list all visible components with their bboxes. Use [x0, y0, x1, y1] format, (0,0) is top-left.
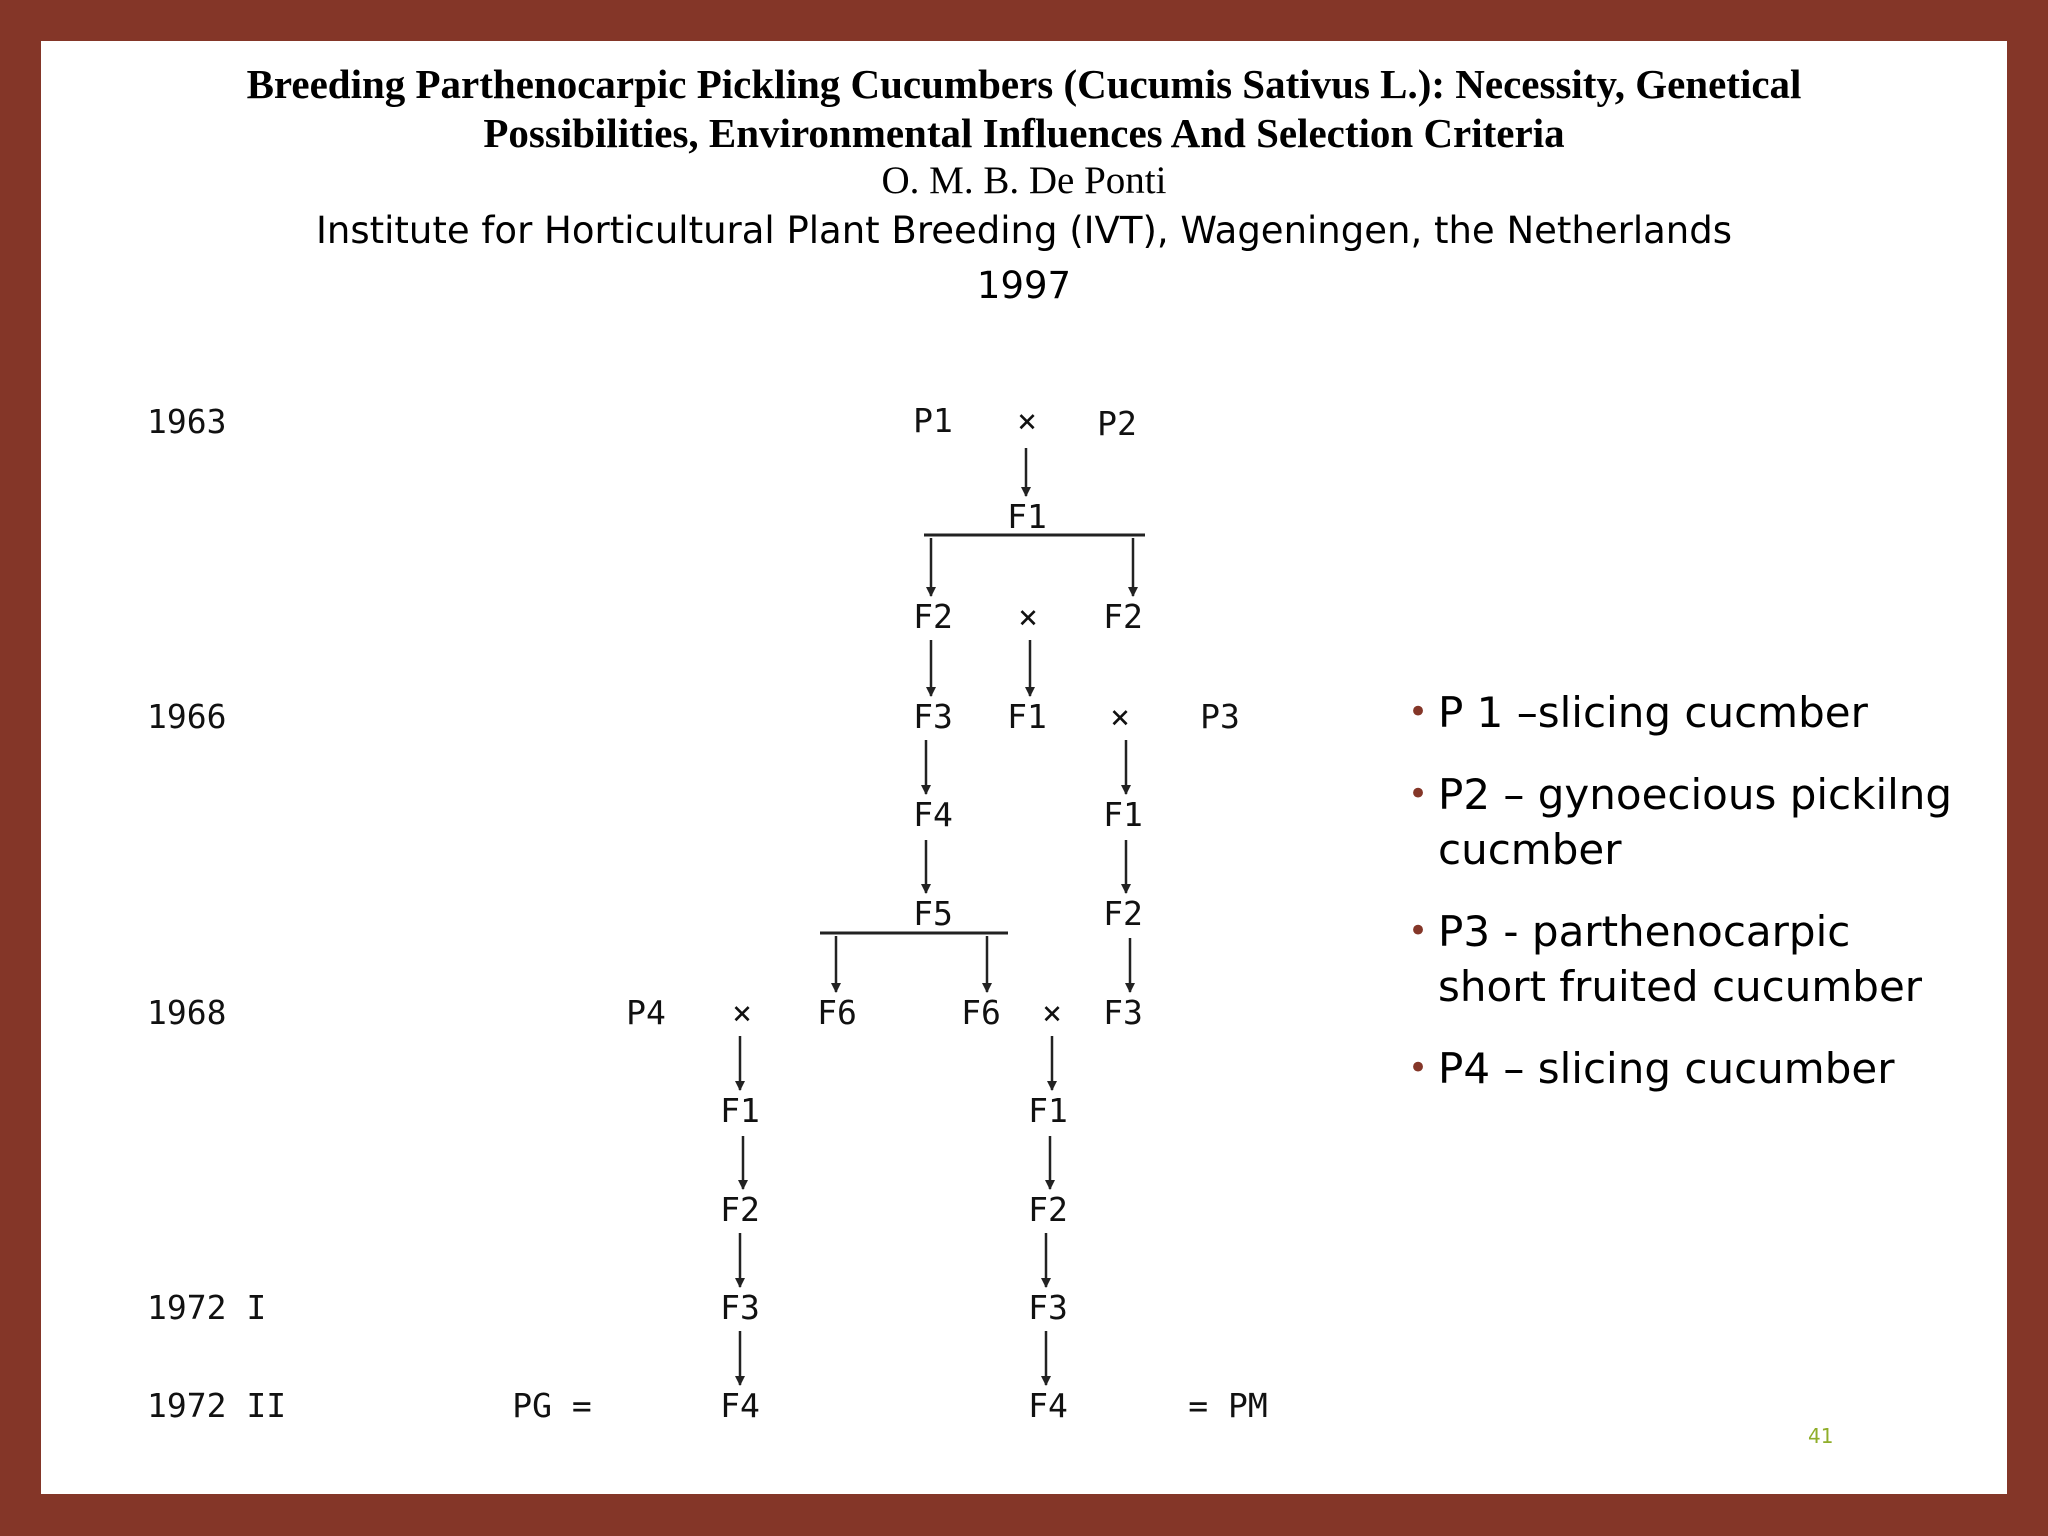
- year-label-1972-ii: 1972 II: [147, 1386, 287, 1425]
- title-line-2: Possibilities, Environmental Influences And Selection Criteria: [483, 110, 1565, 156]
- cross-symbol: ×: [732, 993, 752, 1032]
- cross-symbol: ×: [1017, 401, 1037, 440]
- bullet-icon: •: [1408, 1048, 1429, 1088]
- title-line-1: Breeding Parthenocarpic Pickling Cucumbers (Cucumis Sativus L.): Necessity, Genetical: [246, 61, 1802, 107]
- node-p2: P2: [1097, 404, 1137, 443]
- page-number: 41: [1808, 1424, 1834, 1448]
- node-f4-right: F4: [1028, 1386, 1068, 1425]
- node-f2-right: F2: [1028, 1190, 1068, 1229]
- legend-text: P3 - parthenocarpic short fruited cucumber: [1438, 907, 1923, 1011]
- parent-legend: [1405, 685, 1965, 1123]
- node-f3: F3: [913, 697, 953, 736]
- node-f2-right: F2: [1103, 597, 1143, 636]
- node-p4: P4: [626, 993, 666, 1032]
- node-f4: F4: [913, 795, 953, 834]
- legend-item-p3: [1405, 904, 1965, 1014]
- node-p3: P3: [1200, 697, 1240, 736]
- node-pg: PG =: [512, 1386, 592, 1425]
- legend-item-p2: [1405, 767, 1965, 877]
- node-f6-right: F6: [961, 993, 1001, 1032]
- node-f3-right: F3: [1028, 1288, 1068, 1327]
- year-label-1963: 1963: [147, 402, 227, 441]
- cross-symbol: ×: [1018, 597, 1038, 636]
- node-p1: P1: [913, 401, 953, 440]
- legend-item-p4: [1405, 1041, 1965, 1096]
- node-f1: F1: [1007, 497, 1047, 536]
- bullet-icon: •: [1408, 911, 1429, 951]
- cross-symbol: ×: [1110, 697, 1130, 736]
- node-f1-left: F1: [720, 1091, 760, 1130]
- legend-item-p1: [1405, 685, 1965, 740]
- institute: Institute for Horticultural Plant Breeding (IVT), Wageningen, the Netherlands: [315, 209, 1732, 252]
- node-f2-left: F2: [913, 597, 953, 636]
- node-pm: = PM: [1188, 1386, 1268, 1425]
- node-f3: F3: [1103, 993, 1143, 1032]
- legend-text: P 1 –slicing cucmber: [1438, 688, 1868, 737]
- author: O. M. B. De Ponti: [881, 159, 1167, 202]
- bullet-icon: •: [1408, 774, 1429, 814]
- bullet-icon: •: [1408, 692, 1429, 732]
- node-f2: F2: [1103, 894, 1143, 933]
- legend-text: P4 – slicing cucumber: [1438, 1044, 1895, 1093]
- year-label-1966: 1966: [147, 697, 227, 736]
- year-label-1968: 1968: [147, 993, 227, 1032]
- node-f4-left: F4: [720, 1386, 760, 1425]
- cross-symbol: ×: [1042, 993, 1062, 1032]
- publication-year: 1997: [976, 264, 1072, 307]
- year-label-1972-i: 1972 I: [147, 1288, 267, 1327]
- node-f3-left: F3: [720, 1288, 760, 1327]
- node-f1-right: F1: [1028, 1091, 1068, 1130]
- node-f1: F1: [1103, 795, 1143, 834]
- node-f1: F1: [1007, 697, 1047, 736]
- node-f6-left: F6: [817, 993, 857, 1032]
- legend-text: P2 – gynoecious pickilng cucmber: [1438, 770, 1953, 874]
- node-f2-left: F2: [720, 1190, 760, 1229]
- node-f5: F5: [913, 894, 953, 933]
